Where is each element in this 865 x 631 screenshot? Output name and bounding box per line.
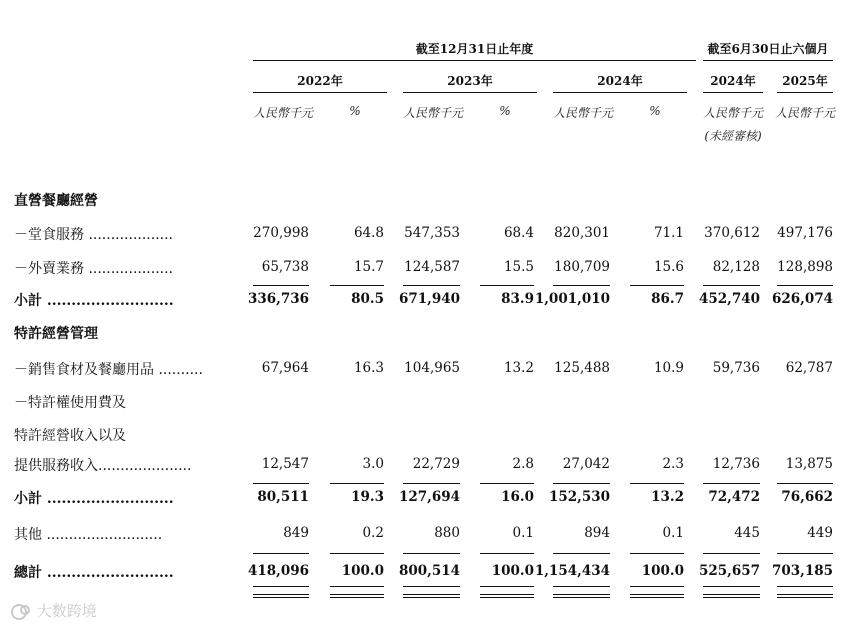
- double-rule: [630, 594, 684, 598]
- table-rule: [553, 586, 610, 587]
- cell-value: 59,736: [712, 360, 760, 376]
- cell-value: 76,662: [781, 489, 833, 505]
- cell-value: 547,353: [404, 225, 460, 241]
- table-rule: [480, 285, 534, 286]
- pct-label: %: [499, 104, 511, 118]
- row-label: 其他 ..........................: [14, 527, 163, 543]
- row-label: 小計 ..........................: [14, 491, 174, 507]
- unit-label: 人民幣千元: [552, 106, 613, 120]
- cell-value: 1,001,010: [534, 291, 610, 307]
- col-year-2024: 2024年: [597, 74, 643, 88]
- pct-label: %: [649, 104, 661, 118]
- cell-value: 820,301: [554, 225, 610, 241]
- table-rule: [253, 285, 309, 286]
- cell-value: 83.9: [501, 291, 534, 307]
- col-year-2024-6m: 2024年: [710, 74, 756, 88]
- table-rule: [480, 483, 534, 484]
- year-rule: [777, 92, 833, 93]
- table-rule: [253, 483, 309, 484]
- cell-value: 671,940: [398, 291, 460, 307]
- cell-value: 445: [734, 525, 760, 541]
- watermark-text: 大数跨境: [36, 602, 97, 620]
- table-rule: [403, 553, 460, 554]
- table-rule: [330, 553, 384, 554]
- table-rule: [553, 553, 610, 554]
- cell-value: 86.7: [651, 291, 684, 307]
- cell-value: 19.3: [351, 489, 384, 505]
- cell-value: 62,787: [785, 360, 833, 376]
- row-label: 特許經營收入以及: [14, 428, 126, 444]
- cell-value: 71.1: [653, 225, 684, 241]
- cell-value: 72,472: [708, 489, 760, 505]
- unaudited-note: (未經審核): [704, 129, 762, 143]
- header-year-group: 截至12月31日止年度: [415, 42, 534, 56]
- cell-value: 449: [807, 525, 833, 541]
- cell-value: 27,042: [562, 456, 610, 472]
- cell-value: 100.0: [641, 563, 684, 579]
- table-rule: [330, 285, 384, 286]
- cell-value: 15.7: [353, 259, 384, 275]
- cell-value: 2.8: [512, 456, 534, 472]
- section-heading: 直營餐廳經營: [14, 193, 98, 209]
- cell-value: 0.2: [362, 525, 384, 541]
- table-rule: [630, 586, 684, 587]
- table-rule: [777, 553, 833, 554]
- cell-value: 418,096: [247, 563, 309, 579]
- table-rule: [777, 483, 833, 484]
- cell-value: 336,736: [247, 291, 309, 307]
- cell-value: 80,511: [257, 489, 309, 505]
- table-rule: [630, 483, 684, 484]
- cell-value: 452,740: [698, 291, 760, 307]
- cell-value: 525,657: [698, 563, 760, 579]
- table-rule: [630, 285, 684, 286]
- cell-value: 68.4: [503, 225, 534, 241]
- cell-value: 0.1: [512, 525, 534, 541]
- table-rule: [253, 553, 309, 554]
- cell-value: 82,128: [712, 259, 760, 275]
- table-rule: [777, 285, 833, 286]
- year-rule: [403, 92, 537, 93]
- table-rule: [703, 586, 760, 587]
- unit-label: 人民幣千元: [774, 106, 835, 120]
- table-rule: [403, 586, 460, 587]
- cell-value: 15.6: [653, 259, 684, 275]
- col-year-2022: 2022年: [297, 74, 343, 88]
- double-rule: [703, 594, 760, 598]
- cell-value: 800,514: [398, 563, 460, 579]
- cell-value: 626,074: [771, 291, 833, 307]
- cell-value: 1,154,434: [534, 563, 610, 579]
- table-rule: [703, 285, 760, 286]
- table-rule: [403, 285, 460, 286]
- cell-value: 127,694: [398, 489, 460, 505]
- cell-value: 100.0: [491, 563, 534, 579]
- cell-value: 894: [584, 525, 610, 541]
- pct-label: %: [349, 104, 361, 118]
- row-label: －銷售食材及餐廳用品 ..........: [14, 362, 203, 378]
- double-rule: [330, 594, 384, 598]
- row-label: 總計 ..........................: [14, 565, 174, 581]
- cell-value: 849: [283, 525, 309, 541]
- cell-value: 270,998: [253, 225, 309, 241]
- row-label: 小計 ..........................: [14, 293, 174, 309]
- section-heading: 特許經營管理: [14, 326, 98, 342]
- cell-value: 3.0: [362, 456, 384, 472]
- cell-value: 15.5: [503, 259, 534, 275]
- table-rule: [330, 483, 384, 484]
- unit-label: 人民幣千元: [252, 106, 313, 120]
- cell-value: 13.2: [651, 489, 684, 505]
- brand-logo-icon: [10, 603, 32, 621]
- cell-value: 0.1: [662, 525, 684, 541]
- unit-label: 人民幣千元: [702, 106, 763, 120]
- cell-value: 180,709: [554, 259, 610, 275]
- cell-value: 64.8: [353, 225, 384, 241]
- cell-value: 16.0: [501, 489, 534, 505]
- cell-value: 128,898: [777, 259, 833, 275]
- cell-value: 13,875: [785, 456, 833, 472]
- header-rule: [703, 60, 833, 61]
- double-rule: [253, 594, 309, 598]
- double-rule: [480, 594, 534, 598]
- header-six-month-group: 截至6月30日止六個月: [707, 42, 829, 56]
- cell-value: 100.0: [341, 563, 384, 579]
- cell-value: 104,965: [404, 360, 460, 376]
- cell-value: 2.3: [662, 456, 684, 472]
- table-rule: [403, 483, 460, 484]
- col-year-2025-6m: 2025年: [782, 74, 828, 88]
- cell-value: 67,964: [261, 360, 309, 376]
- cell-value: 880: [434, 525, 460, 541]
- table-rule: [777, 586, 833, 587]
- table-rule: [703, 483, 760, 484]
- cell-value: 16.3: [353, 360, 384, 376]
- cell-value: 12,547: [261, 456, 309, 472]
- row-label: －堂食服務 ...................: [14, 227, 174, 243]
- cell-value: 124,587: [404, 259, 460, 275]
- cell-value: 12,736: [712, 456, 760, 472]
- double-rule: [403, 594, 460, 598]
- row-label: 提供服務收入.....................: [14, 458, 192, 474]
- watermark: [10, 600, 97, 621]
- row-label: －特許權使用費及: [14, 395, 126, 411]
- table-rule: [703, 553, 760, 554]
- cell-value: 703,185: [771, 563, 833, 579]
- cell-value: 497,176: [777, 225, 833, 241]
- double-rule: [553, 594, 610, 598]
- header-rule: [253, 60, 696, 61]
- table-rule: [480, 586, 534, 587]
- table-rule: [253, 586, 309, 587]
- table-rule: [553, 285, 610, 286]
- year-rule: [703, 92, 763, 93]
- cell-value: 370,612: [704, 225, 760, 241]
- table-rule: [630, 553, 684, 554]
- cell-value: 125,488: [554, 360, 610, 376]
- cell-value: 152,530: [548, 489, 610, 505]
- cell-value: 13.2: [503, 360, 534, 376]
- table-rule: [480, 553, 534, 554]
- cell-value: 65,738: [261, 259, 309, 275]
- unit-label: 人民幣千元: [402, 106, 463, 120]
- year-rule: [253, 92, 387, 93]
- table-rule: [330, 586, 384, 587]
- cell-value: 22,729: [412, 456, 460, 472]
- cell-value: 80.5: [351, 291, 384, 307]
- table-rule: [553, 483, 610, 484]
- cell-value: 10.9: [653, 360, 684, 376]
- col-year-2023: 2023年: [447, 74, 493, 88]
- double-rule: [777, 594, 833, 598]
- row-label: －外賣業務 ...................: [14, 261, 174, 277]
- year-rule: [553, 92, 687, 93]
